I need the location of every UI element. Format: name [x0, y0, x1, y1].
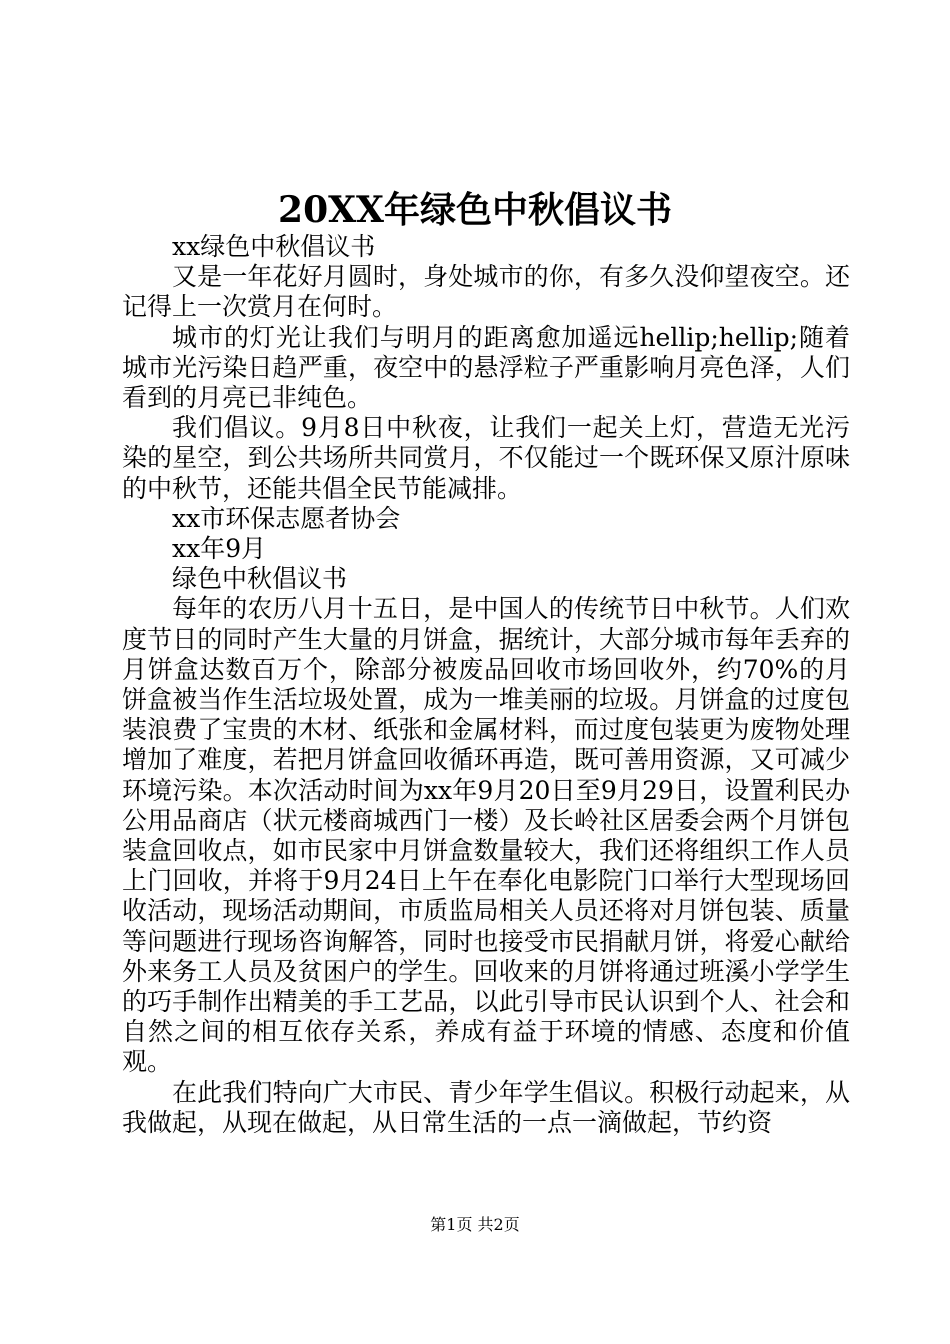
paragraph-heading: 绿色中秋倡议书 — [172, 564, 348, 594]
paragraph: 城市的灯光让我们与明月的距离愈加遥远hellip;hellip;随着城市光污染日趋严重，夜空中的悬浮粒子严重影响月亮色泽，人们看到的月亮已非纯色。 — [122, 322, 850, 413]
page-number-footer: 第1页 共2页 — [430, 1215, 520, 1234]
paragraph: 在此我们特向广大市民、青少年学生倡议。积极行动起来，从我做起，从现在做起，从日常生活的一点一滴做起，节约资 — [122, 1077, 850, 1137]
paragraph: 每年的农历八月十五日，是中国人的传统节日中秋节。人们欢度节日的同时产生大量的月饼盒，据统计，大部分城市每年丢弃的月饼盒达数百万个，除部分被废品回收市场回收外，约70%的月饼盒被当作生活垃圾处置，成为一堆美丽的垃圾。月饼盒的过度包装浪费了宝贵的木材、纸张和金属材料，而过度包装更为废物处理增加了难度，若把月饼盒回收循环再造，既可善用资源，又可减少环境污染。本次活动时间为xx年9月20日至9月29日，设置利民办公用品商店（状元楼商城西门一楼）及长岭社区居委会两个月饼包装盒回收点，如市民家中月饼盒数量较大，我们还将组织工作人员上门回收，并将于9月24日上午在奉化电影院门口举行大型现场回收活动，现场活动期间，市质监局相关人员还将对月饼包装、质量等问题进行现场咨询解答，同时也接受市民捐献月饼，将爱心献给外来务工人员及贫困户的学生。回收来的月饼将通过班溪小学学生的巧手制作出精美的手工艺品，以此引导市民认识到个人、社会和自然之间的相互依存关系，养成有益于环境的情感、态度和价值观。 — [122, 594, 850, 1077]
paragraph-signature: xx市环保志愿者协会 — [172, 503, 401, 533]
paragraph: 我们倡议。9月8日中秋夜，让我们一起关上灯，营造无光污染的星空，到公共场所共同赏月，不仅能过一个既环保又原汁原味的中秋节，还能共倡全民节能减排。 — [122, 413, 850, 503]
paragraph-heading: xx绿色中秋倡议书 — [172, 232, 376, 261]
document-body — [122, 232, 850, 1138]
document-title: 20XX年绿色中秋倡议书 — [278, 189, 672, 231]
paragraph-date: xx年9月 — [172, 534, 267, 564]
paragraph: 又是一年花好月圆时，身处城市的你，有多久没仰望夜空。还记得上一次赏月在何时。 — [122, 262, 850, 322]
